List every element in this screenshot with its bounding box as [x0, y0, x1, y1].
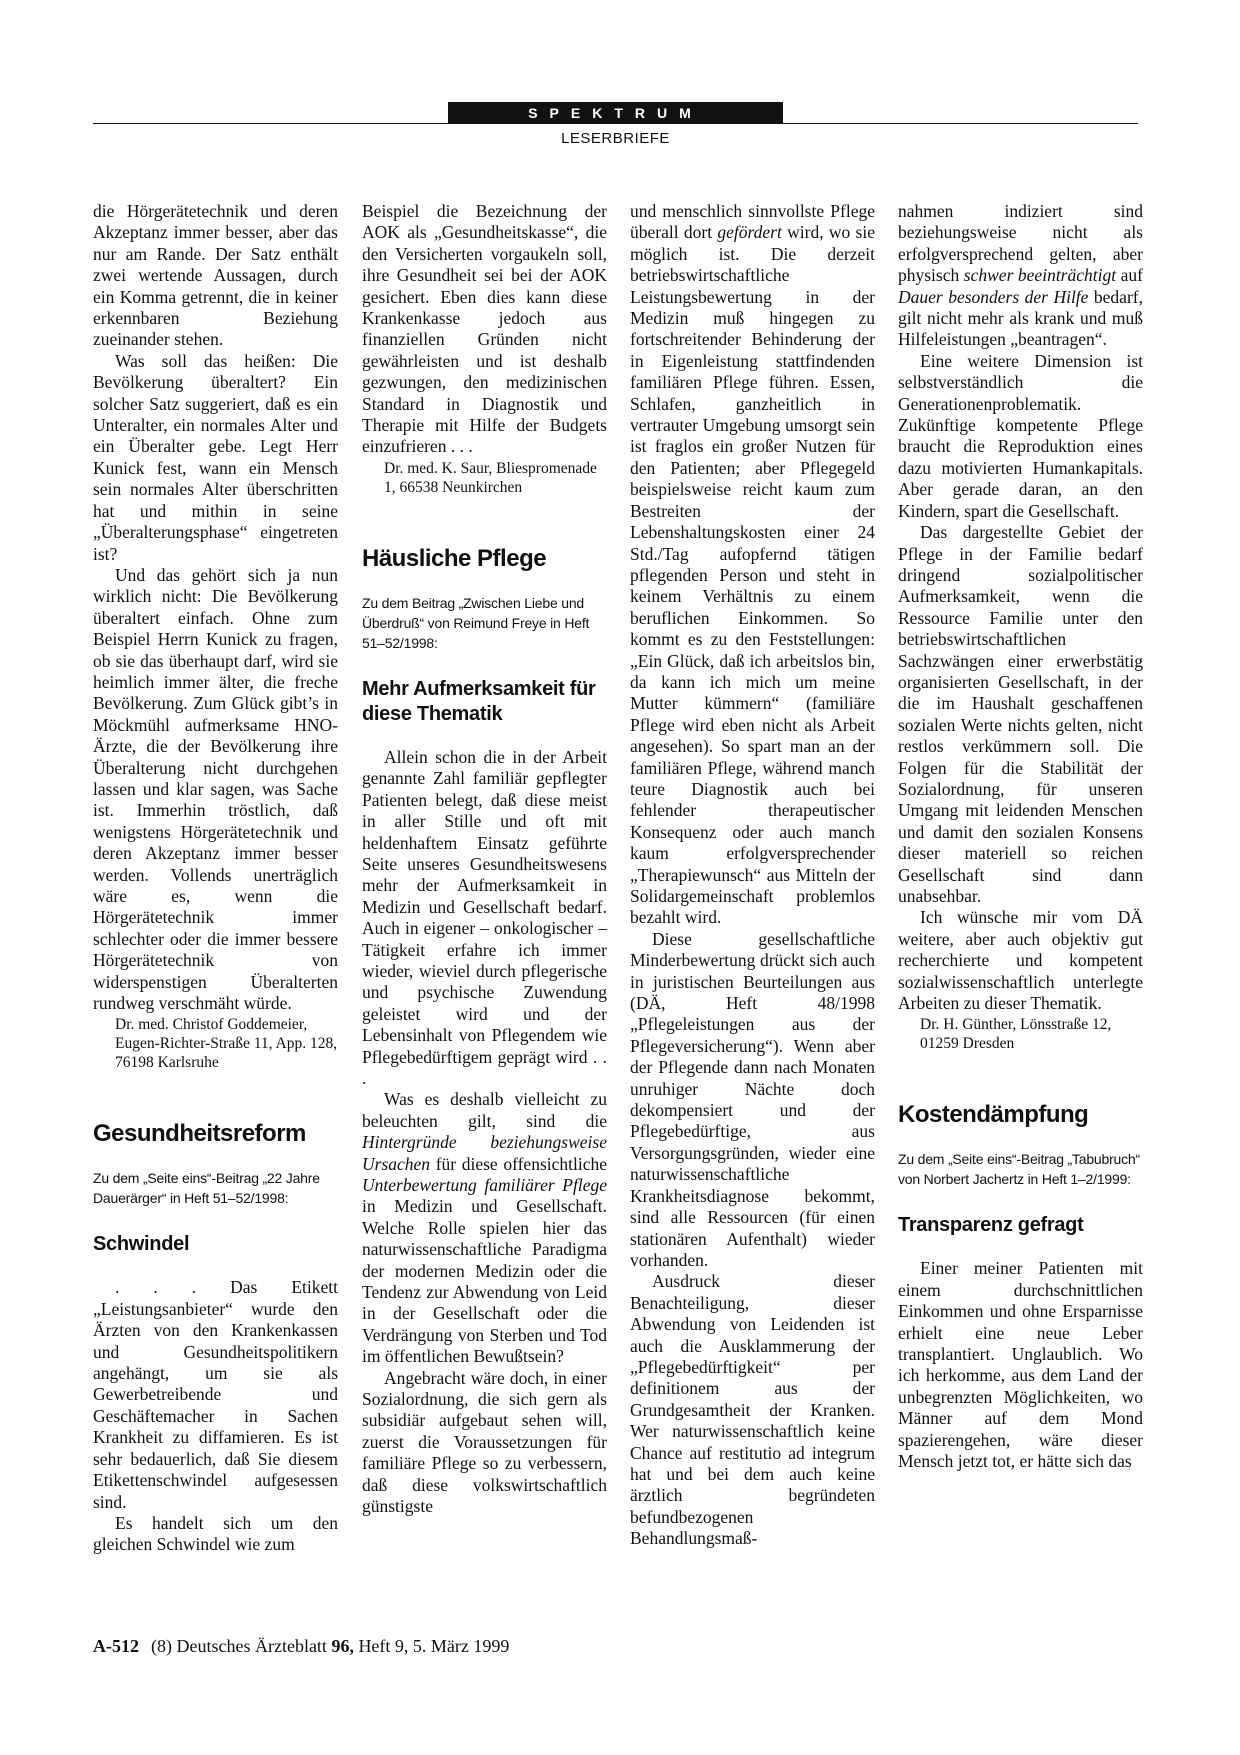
- italic-text: Unterbewertung familiärer Pflege: [362, 1175, 607, 1195]
- text-run: und menschlich sinnvollste Pflege überall dort: [630, 201, 875, 243]
- letter-title: Schwindel: [93, 1233, 190, 1256]
- italic-text: schwer beeinträchtigt: [963, 265, 1117, 286]
- paragraph: Ich wünsche mir vom DÄ weitere, aber auch objektiv gut recherchierte und kompetent sozialwissenschaftlich unterlegte Arbeiten zu dieser Thematik.: [898, 907, 1143, 1014]
- section-intro: Zu dem „Seite eins“-Beitrag „Tabubruch“ von Norbert Jachertz in Heft 1–2/1999:: [898, 1151, 1140, 1188]
- section-title: Häusliche Pflege: [362, 544, 547, 572]
- italic-text: gefördert: [717, 222, 782, 243]
- letter-title: Transparenz gefragt: [898, 1214, 1084, 1237]
- column-3: [630, 201, 875, 1550]
- citation-text: Heft 9, 5. März 1999: [353, 1636, 510, 1656]
- letter-title: Mehr Aufmerksamkeit für diese Thematik: [362, 677, 596, 725]
- paragraph: [898, 201, 1143, 351]
- paragraph: [362, 1089, 607, 1367]
- section-intro: Zu dem Beitrag „Zwischen Liebe und Überdruß“ von Reimund Freye in Heft 51–52/1998:: [362, 594, 590, 651]
- section-title: Kostendämpfung: [898, 1101, 1089, 1129]
- italic-text: Dauer besonders der Hilfe: [898, 286, 1089, 307]
- page-number: A-512: [93, 1636, 139, 1656]
- paragraph: Eine weitere Dimension ist selbstverständlich die Generationenproblematik. Zukünftige kompetente Pflege braucht die Reproduktion eines dazu motivierten Humankapitals. Aber gerade daran, an den Kindern, spart die Gesellschaft.: [898, 350, 1143, 521]
- paragraph: Einer meiner Patienten mit einem durchschnittlichen Einkommen und ohne Ersparnisse erhielt eine neue Leber transplantiert. Unglaublich. Wo ich herkomme, aus dem Land der unbegrenzten Möglichkeiten, wo Männer auf dem Mond spazierengehen, wäre dieser Mensch jetzt tot, er hätte sich das: [898, 1258, 1143, 1472]
- paragraph: die Hörgerätetechnik und deren Akzeptanz immer besser, aber das nur am Rande. Der Satz enthält zwei wertende Aussagen, durch ein Komma getrennt, die in keiner erkennbaren Beziehung zueinander stehen.: [93, 201, 338, 350]
- paragraph: Das dargestellte Gebiet der Pflege in der Familie bedarf dringend sozialpolitischer Aufmerksamkeit, wenn die Ressource Familie unter den betriebswirtschaftlichen Sachzwängen einer erwerbstätig organisierten Gesellschaft, in der die im Haushalt geschaffenen sozialen Werte nichts gelten, nicht restlos verkümmern soll. Die Folgen für die Stabilität der Sozialordnung, für unseren Umgang mit leidenden Menschen und damit den sozialen Konsens dieser materiell so reichen Gesellschaft sind dann unabsehbar.: [898, 522, 1143, 906]
- paragraph: Ausdruck dieser Benachteiligung, dieser Abwendung von Leidenden ist auch die Ausklammerung der „Pflegebedürftigkeit“ per definitionem aus der Grundgesamtheit der Kranken. Wer naturwissenschaftlich keine Chance auf restitutio ad integrum hat und bei dem auch keine ärztlich begründeten befundbezogenen Behandlungsmaß-: [630, 1271, 875, 1549]
- paragraph: Beispiel die Bezeichnung der AOK als „Gesundheitskasse“, die den Versicherten vorgaukeln soll, ihre Gesundheit sei bei der AOK gesichert. Eben dies kann diese Krankenkasse jedoch aus finanziellen Gründen nicht gewährleisten und ist deshalb gezwungen, den medizinischen Standard in Diagnostik und Therapie mit Hilfe der Budgets einzufrieren . . .: [362, 201, 607, 457]
- letter-signature: Dr. H. Günther, Lönsstraße 12, 01259 Dresden: [920, 1016, 1112, 1053]
- paragraph: Was soll das heißen: Die Bevölkerung überaltert? Ein solcher Satz suggeriert, daß es ein Unteralter, ein normales Alter und ein Überalter gebe. Legt Herr Kunick fest, wann ein Mensch sein normales Alter überschritten hat und mithin in seine „Überalterungsphase“ eingetreten ist?: [93, 350, 338, 564]
- letter-signature: Dr. med. Christof Goddemeier, Eugen-Richter-Straße 11, App. 128, 76198 Karlsruhe: [115, 1016, 338, 1072]
- text-run: auf: [1116, 265, 1143, 286]
- citation-text: (8) Deutsches Ärzteblatt: [151, 1636, 332, 1656]
- column-1: [93, 201, 338, 1556]
- paragraph: Es handelt sich um den gleichen Schwindel wie zum: [93, 1512, 338, 1555]
- subsection-header: LESERBRIEFE: [561, 130, 670, 147]
- text-run: wird, wo sie möglich ist. Die derzeit betriebswirtschaftliche Leistungsbewertung in der Medizin muß hingegen zu fortschreitender Behinderung der in Eigenleistung stattfindenden familiären Pflege führen. Essen, Schlafen, ganzheitlich in vertrauter Umgebung umsorgt sein ist fraglos ein großer Nutzen für den Patienten; aber Pflegegeld beispielsweise reicht kaum zum Bestreiten der Lebenshaltungskosten einer 24 Std./Tag aufopfernd tätigen pflegenden Person und steht in keinem Verhältnis zu einem beruflichen Einkommen. So kommt es zu den Feststellungen: „Ein Glück, daß ich arbeitslos bin, da kann ich mich um meine Mutter kümmern“ (familiäre Pflege wird eben nicht als Arbeit angesehen). So spart man an der familiären Pflege, während manch teure Diagnostik auch bei fehlender therapeutischer Konsequenz oder auch manch kaum erfolgversprechender „Therapiewunsch“ aus Mitteln der Solidargemeinschaft problemlos bezahlt wird.: [630, 222, 875, 928]
- page-footer: [93, 1636, 509, 1657]
- paragraph: Und das gehört sich ja nun wirklich nicht: Die Bevölkerung überaltert einfach. Ohne zum Beispiel Herrn Kunick zu fragen, ob sie das überhaupt darf, wird sie heimlich immer älter, die freche Bevölkerung. Zum Glück gibt’s in Möckmühl aufmerksame HNO-Ärzte, die der Bevölkerung ihre Überalterung nicht durchgehen lassen und klar sagen, was Sache ist. Immerhin tröstlich, daß wenigstens Hörgerätetechnik und deren Akzeptanz immer besser werden. Vollends unerträglich wäre es, wenn die Hörgerätetechnik immer schlechter oder die immer bessere Hörgerätetechnik von widerspenstigen Überalterten rundweg verschmäht würde.: [93, 564, 338, 1014]
- section-intro: Zu dem „Seite eins“-Beitrag „22 Jahre Dauerärger“ in Heft 51–52/1998:: [93, 1170, 320, 1207]
- column-2: [362, 201, 607, 1518]
- italic-text: Hintergründe beziehungsweise Ursachen: [362, 1132, 607, 1174]
- paragraph: . . . Das Etikett „Leistungsanbieter“ wurde den Ärzten von den Krankenkassen und Gesundheitspolitikern angehängt, um sie als Gewerbetreibende und Geschäftemacher in Sachen Krankheit zu diffamieren. Es ist sehr bedauerlich, daß Sie diesem Etikettenschwindel aufgesessen sind.: [93, 1277, 338, 1512]
- paragraph: Angebracht wäre doch, in einer Sozialordnung, die sich gern als subsidiär aufgebaut sehen will, zuerst die Voraussetzungen für familiäre Pflege so zu verbessern, daß diese volkswirtschaftlich günstigste: [362, 1367, 607, 1517]
- text-run: Was es deshalb vielleicht zu beleuchten gilt, sind die: [362, 1089, 607, 1131]
- text-run: in Medizin und Gesellschaft. Welche Rolle spielen hier das naturwissenschaftliche Paradigma der modernen Medizin oder die Tendenz zur Abwendung von Leid in der Gesellschaft oder die Verdrängung von Sterben und Tod im öffentlichen Bewußtsein?: [362, 1196, 607, 1367]
- citation-volume: 96,: [331, 1636, 354, 1656]
- text-run: bedarf, gilt nicht mehr als krank und muß Hilfeleistungen „beantragen“.: [898, 286, 1143, 350]
- text-run: nahmen indiziert sind beziehungsweise nicht als erfolgversprechend gelten, aber physisch: [898, 201, 1143, 286]
- header-rule: [93, 123, 1138, 124]
- paragraph: [630, 201, 875, 929]
- letter-signature: Dr. med. K. Saur, Bliespromenade 1, 66538 Neunkirchen: [384, 459, 597, 496]
- paragraph: Allein schon die in der Arbeit genannte Zahl familiär gepflegter Patienten belegt, daß diese meist in aller Stille und oft mit heldenhaftem Einsatz geführte Seite unseres Gesundheitswesens mehr der Aufmerksamkeit in Medizin und Gesellschaft bedarf. Auch in eigener – onkologischer – Tätigkeit erfahre ich immer wieder, wieviel durch pflegerische und psychische Zuwendung geleistet wird und der Lebensinhalt von Pflegendem wie Pflegebedürftigem geprägt wird . . .: [362, 746, 607, 1088]
- paragraph: Diese gesellschaftliche Minderbewertung drückt sich auch in juristischen Beurteilungen aus (DÄ, Heft 48/1998 „Pflegeleistungen aus der Pflegeversicherung“). Wenn aber der Pflegende dann nach Monaten unruhiger Nächte doch dekompensiert und der Pflegebedürftige, aus Versorgungsgründen, wieder eine naturwissenschaftliche Krankheitsdiagnose bekommt, sind alle Ressourcen (für einen stationären Aufenthalt) wieder vorhanden.: [630, 928, 875, 1270]
- column-4: [898, 201, 1143, 1473]
- section-header: SPEKTRUM: [448, 102, 783, 124]
- text-run: für diese offensichtliche: [430, 1153, 607, 1174]
- section-title: Gesundheitsreform: [93, 1120, 306, 1148]
